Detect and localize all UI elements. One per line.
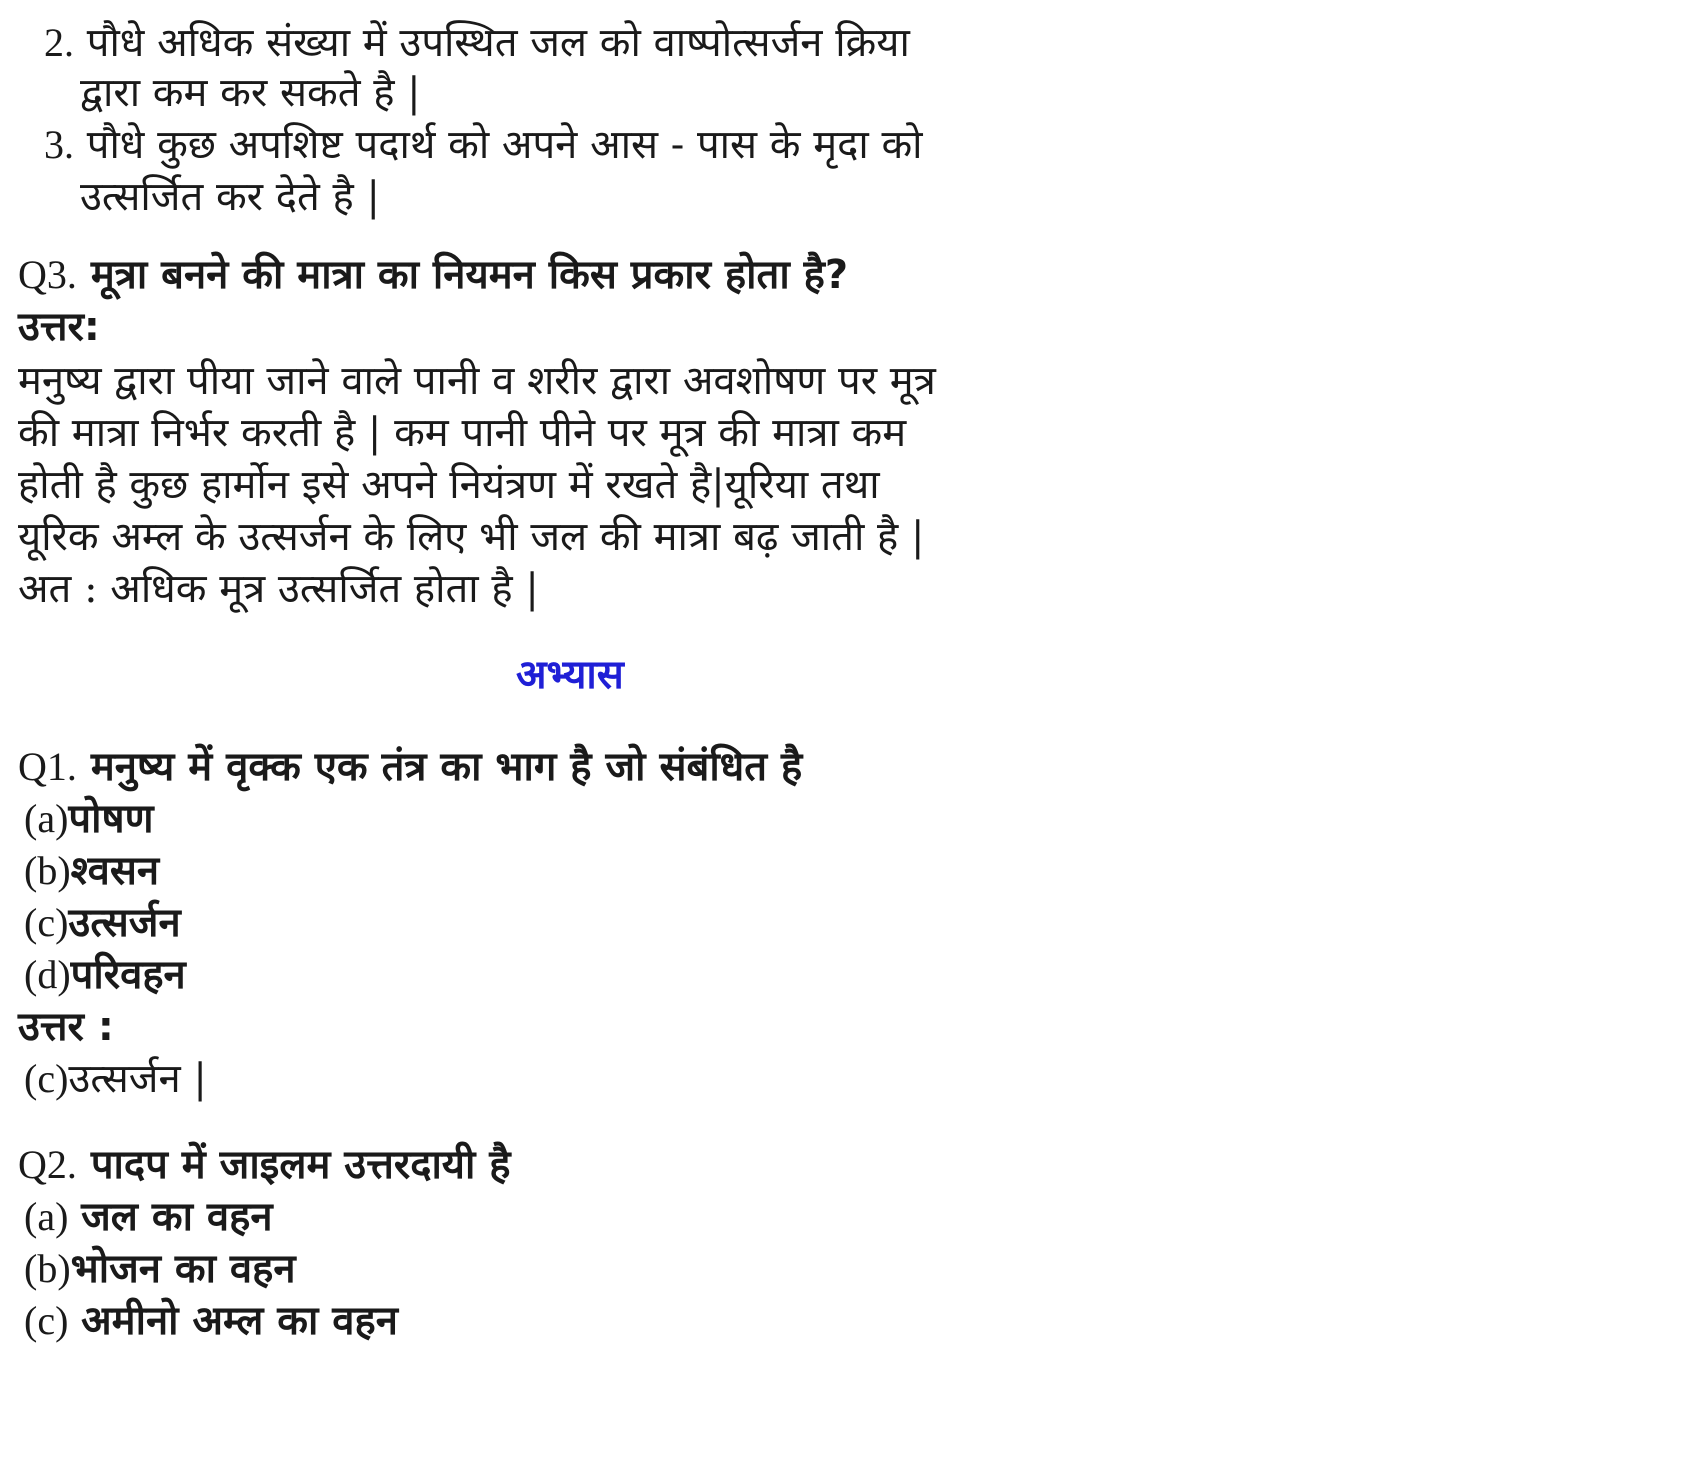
q3-answer-line-3: होती है कुछ हार्मोन इसे अपने नियंत्रण में रखते है|यूरिया तथा bbox=[18, 462, 880, 508]
q1-option-d bbox=[24, 950, 186, 1000]
point-2-text: पौधे अधिक संख्या में उपस्थित जल को वाष्पोत्सर्जन क्रिया bbox=[86, 20, 910, 66]
q2-label: Q2. bbox=[18, 1142, 77, 1187]
answer-key: (c) bbox=[24, 1056, 69, 1101]
q1-question-text: मनुष्य में वृक्क एक तंत्र का भाग है जो संबंधित है bbox=[90, 744, 803, 790]
option-text: श्वसन bbox=[70, 848, 160, 894]
q2-question bbox=[18, 1140, 511, 1190]
section-heading: अभ्यास bbox=[516, 652, 624, 698]
q3-answer-line-4: यूरिक अम्ल के उत्सर्जन के लिए भी जल की मात्रा बढ़ जाती है | bbox=[18, 514, 925, 560]
q3-question bbox=[18, 250, 848, 300]
q2-option-b bbox=[24, 1244, 296, 1294]
point-2-line-2: द्वारा कम कर सकते है | bbox=[80, 70, 421, 116]
q2-option-c bbox=[24, 1296, 398, 1346]
point-2-line-1 bbox=[44, 18, 910, 68]
q1-option-c bbox=[24, 898, 181, 948]
option-text: परिवहन bbox=[70, 952, 186, 998]
q2-option-a bbox=[24, 1192, 273, 1242]
option-text: पोषण bbox=[68, 796, 154, 842]
option-text: भोजन का वहन bbox=[70, 1246, 296, 1292]
point-3-line-1 bbox=[44, 120, 923, 170]
q3-question-text: मूत्रा बनने की मात्रा का नियमन किस प्रकार होता है? bbox=[90, 252, 849, 298]
option-key: (b) bbox=[24, 1246, 71, 1291]
q1-answer bbox=[24, 1054, 207, 1104]
option-key: (d) bbox=[24, 952, 71, 997]
q3-answer-line-5: अत : अधिक मूत्र उत्सर्जित होता है | bbox=[18, 566, 539, 612]
q3-answer-line-1: मनुष्य द्वारा पीया जाने वाले पानी व शरीर द्वारा अवशोषण पर मूत्र bbox=[18, 358, 936, 404]
q3-answer-label: उत्तर: bbox=[18, 304, 100, 350]
option-text: उत्सर्जन bbox=[68, 900, 181, 946]
q3-label: Q3. bbox=[18, 252, 77, 297]
option-key: (c) bbox=[24, 900, 69, 945]
option-key: (a) bbox=[24, 1194, 69, 1239]
point-3-number: 3. bbox=[44, 122, 74, 167]
option-key: (a) bbox=[24, 796, 69, 841]
q3-answer-line-2: की मात्रा निर्भर करती है | कम पानी पीने पर मूत्र की मात्रा कम bbox=[18, 410, 907, 456]
q1-answer-label: उत्तर : bbox=[18, 1004, 114, 1050]
point-3-text: पौधे कुछ अपशिष्ट पदार्थ को अपने आस - पास के मृदा को bbox=[86, 122, 923, 168]
point-2-number: 2. bbox=[44, 20, 74, 65]
point-3-line-2: उत्सर्जित कर देते है | bbox=[80, 174, 380, 220]
q1-option-b bbox=[24, 846, 159, 896]
option-key: (c) bbox=[24, 1298, 69, 1343]
q1-option-a bbox=[24, 794, 154, 844]
q2-question-text: पादप में जाइलम उत्तरदायी है bbox=[90, 1142, 511, 1188]
answer-text: उत्सर्जन | bbox=[68, 1056, 207, 1102]
q1-label: Q1. bbox=[18, 744, 77, 789]
option-text: अमीनो अम्ल का वहन bbox=[81, 1298, 398, 1344]
option-key: (b) bbox=[24, 848, 71, 893]
option-text: जल का वहन bbox=[81, 1194, 273, 1240]
q1-question bbox=[18, 742, 802, 792]
